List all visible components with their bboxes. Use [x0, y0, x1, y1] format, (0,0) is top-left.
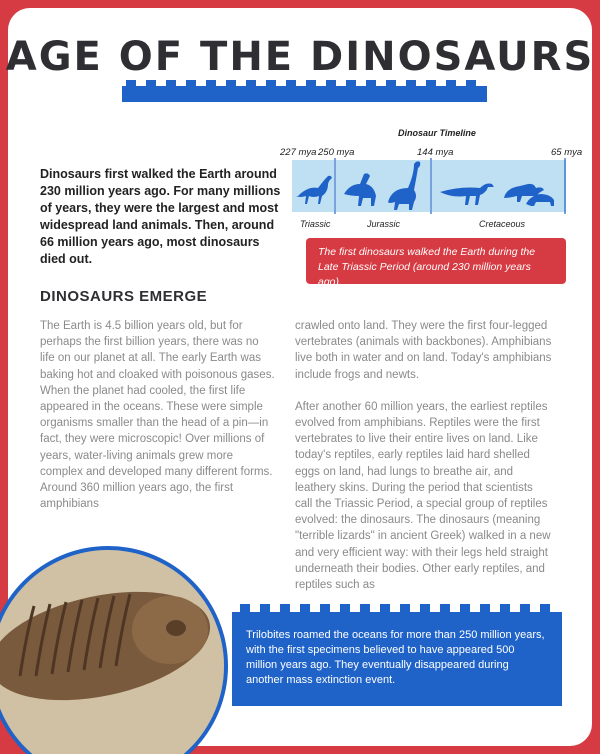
body-paragraph: After another 60 million years, the earliest reptiles evolved from amphibians. Reptiles were the first vertebrates to live their entire lives on land. Like today's reptiles, early reptiles laid hard shelled eggs on land, had lungs to breathe air, and leathery skins. During the period that scientists call the Triassic Period, a special group of reptiles evolved: the dinosaurs. The dinosaurs (meaning "terrible lizards" in ancient Greek) walked in a new and very efficient way: with their legs held straight underneath their bodies. Other early reptiles, and reptiles such as: [295, 400, 551, 592]
body-column-right: [295, 318, 553, 609]
timeline-mark-65: 65 mya: [551, 147, 583, 158]
timeline-mark-227: 227 mya: [280, 147, 317, 158]
body-paragraph: crawled onto land. They were the first four-legged vertebrates (animals with backbones). Amphibians live both in water and on land. Today's amphibians include frogs and newts.: [295, 320, 552, 381]
intro-text: Dinosaurs first walked the Earth around 230 million years ago. For many millions of years, they were the largest and most widespread land animals. Then, around 66 million years ago, most dinosaurs died out.: [40, 167, 281, 266]
timeline-mark-144: 144 mya: [417, 147, 454, 158]
body-column-left: [40, 318, 276, 528]
period-triassic: Triassic: [300, 219, 331, 229]
triassic-callout: The first dinosaurs walked the Earth during the Late Triassic Period (around 230 million years ago).: [306, 238, 566, 284]
timeline-title: Dinosaur Timeline: [398, 128, 476, 138]
page-title: AGE OF THE DINOSAURS: [5, 34, 595, 80]
trilobite-fossil-image: [0, 536, 242, 754]
period-jurassic: Jurassic: [367, 219, 401, 229]
body-paragraph: The Earth is 4.5 billion years old, but for perhaps the first billion years, there was no life on our planet at all. The early Earth was baking hot and cloaked with poisonous gases. When the planet had cooled, the first life appeared in the oceans. These were simple organisms smaller than the head of a pin—in fact, they were microscopic! Over millions of years, water-living animals grew more complex and developed many different forms. Around 360 million years ago, the first amphibians: [40, 320, 275, 511]
section-heading: DINOSAURS EMERGE: [40, 288, 208, 305]
title-brick-bar: [122, 78, 487, 102]
dinosaur-timeline-graphic: [292, 158, 570, 214]
timeline-mark-250: 250 mya: [318, 147, 355, 158]
trilobite-callout: [232, 612, 562, 706]
trilobite-callout-text: Trilobites roamed the oceans for more than 250 million years, with the first specimens believed to have appeared 500 million years ago. They eventually disappeared during another mass extinction event.: [246, 629, 545, 686]
period-cretaceous: Cretaceous: [479, 219, 526, 229]
